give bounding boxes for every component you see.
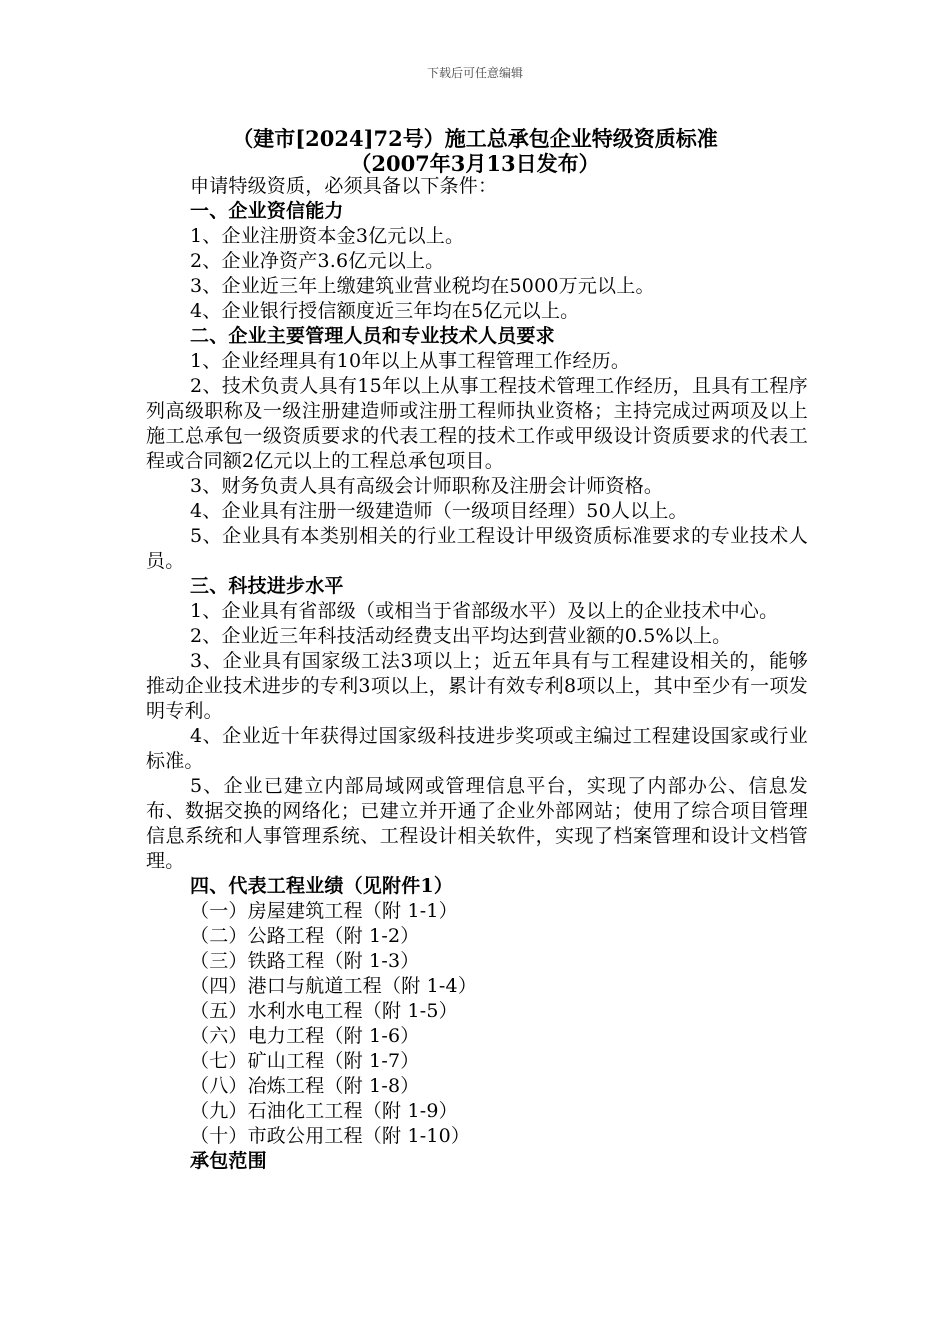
- list-item: 4、企业银行授信额度近三年均在5亿元以上。: [190, 300, 580, 322]
- project-category-item: （八）冶炼工程（附 1-8）: [190, 1075, 420, 1097]
- list-item: 1、企业注册资本金3亿元以上。: [190, 225, 465, 247]
- list-item: 5、企业已建立内部局域网或管理信息平台，实现了内部办公、信息发布、数据交换的网络化；已建立并开通了企业外部网站；使用了综合项目管理信息系统和人事管理系统、工程设计相关软件，实现了档案管理和设计文档管理。: [146, 775, 808, 872]
- document-title: （建市[2024]72号）施工总承包企业特级资质标准: [232, 126, 718, 151]
- document-subtitle: （2007年3月13日发布）: [350, 151, 600, 176]
- section-heading: 一、企业资信能力: [190, 200, 344, 222]
- section-heading: 承包范围: [190, 1150, 267, 1172]
- project-category-item: （四）港口与航道工程（附 1-4）: [190, 975, 478, 997]
- list-item: 3、企业具有国家级工法3项以上；近五年具有与工程建设相关的，能够推动企业技术进步的专利3项以上，累计有效专利8项以上，其中至少有一项发明专利。: [146, 650, 808, 722]
- list-item: 3、企业近三年上缴建筑业营业税均在5000万元以上。: [190, 275, 655, 297]
- section-heading: 三、科技进步水平: [190, 575, 344, 597]
- intro-paragraph: 申请特级资质，必须具备以下条件：: [190, 175, 498, 197]
- project-category-item: （二）公路工程（附 1-2）: [190, 925, 420, 947]
- project-category-item: （三）铁路工程（附 1-3）: [190, 950, 420, 972]
- list-item: 4、企业具有注册一级建造师（一级项目经理）50人以上。: [190, 500, 688, 522]
- document-body: [146, 174, 808, 1174]
- project-category-item: （一）房屋建筑工程（附 1-1）: [190, 900, 458, 922]
- project-category-item: （六）电力工程（附 1-6）: [190, 1025, 420, 1047]
- list-item: 2、企业净资产3.6亿元以上。: [190, 250, 445, 272]
- list-item: 3、财务负责人具有高级会计师职称及注册会计师资格。: [190, 475, 664, 497]
- list-item: 2、技术负责人具有15年以上从事工程技术管理工作经历，且具有工程序列高级职称及一级注册建造师或注册工程师执业资格；主持完成过两项及以上施工总承包一级资质要求的代表工程的技术工作或甲级设计资质要求的代表工程或合同额2亿元以上的工程总承包项目。: [146, 375, 808, 472]
- list-item: 1、企业具有省部级（或相当于省部级水平）及以上的企业技术中心。: [190, 600, 779, 622]
- list-item: 5、企业具有本类别相关的行业工程设计甲级资质标准要求的专业技术人员。: [146, 525, 808, 572]
- section-heading: 四、代表工程业绩（见附件1）: [190, 875, 454, 897]
- section-heading: 二、企业主要管理人员和专业技术人员要求: [190, 325, 555, 347]
- list-item: 2、企业近三年科技活动经费支出平均达到营业额的0.5%以上。: [190, 625, 732, 647]
- list-item: 1、企业经理具有10年以上从事工程管理工作经历。: [190, 350, 631, 372]
- project-category-item: （七）矿山工程（附 1-7）: [190, 1050, 420, 1072]
- header-note: 下载后可任意编辑: [426, 66, 523, 80]
- project-category-item: （十）市政公用工程（附 1-10）: [190, 1125, 471, 1147]
- project-category-item: （五）水利水电工程（附 1-5）: [190, 1000, 458, 1022]
- list-item: 4、企业近十年获得过国家级科技进步奖项或主编过工程建设国家或行业标准。: [146, 725, 808, 772]
- project-category-item: （九）石油化工工程（附 1-9）: [190, 1100, 458, 1122]
